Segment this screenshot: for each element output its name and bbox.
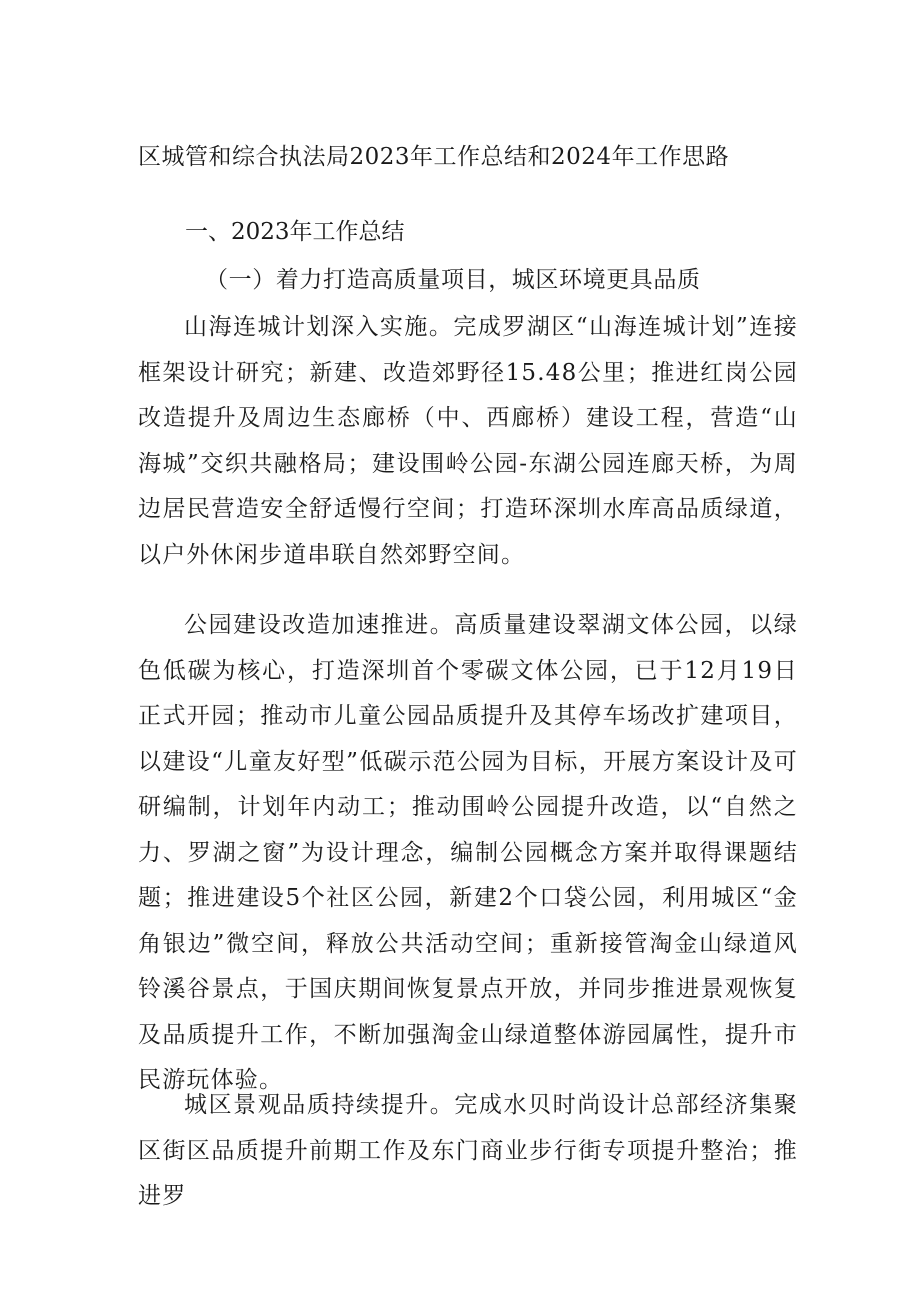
document-title: 区城管和综合执法局2023年工作总结和2024年工作思路 (138, 144, 730, 170)
paragraph-mountain-sea-plan: 山海连城计划深入实施。完成罗湖区“山海连城计划”连接框架设计研究；新建、改造郊野径15.48公里；推进红岗公园改造提升及周边生态廊桥（中、西廊桥）建设工程，营造“山海城”交织共融格局；建设围岭公园-东湖公园连廊天桥，为周边居民营造安全舒适慢行空间；打造环深圳水库高品质绿道，以户外休闲步道串联自然郊野空间。 (138, 314, 798, 568)
paragraph-park-construction: 公园建设改造加速推进。高质量建设翠湖文体公园，以绿色低碳为核心，打造深圳首个零碳文体公园，已于12月19日正式开园；推动市儿童公园品质提升及其停车场改扩建项目，以建设“儿童友好型”低碳示范公园为目标，开展方案设计及可研编制，计划年内动工；推动围岭公园提升改造，以“自然之力、罗湖之窗”为设计理念，编制公园概念方案并取得课题结题；推进建设5个社区公园，新建2个口袋公园，利用城区“金角银边”微空间，释放公共活动空间；重新接管淘金山绿道风铃溪谷景点，于国庆期间恢复景点开放，并同步推进景观恢复及品质提升工作，不断加强淘金山绿道整体游园属性，提升市民游玩体验。 (138, 612, 798, 1093)
sub-heading: （一）着力打造高质量项目，城区环境更具品质 (205, 267, 701, 293)
paragraph-urban-landscape: 城区景观品质持续提升。完成水贝时尚设计总部经济集聚区街区品质提升前期工作及东门商业步行街专项提升整治；推进罗 (138, 1092, 798, 1209)
section-heading: 一、2023年工作总结 (185, 219, 405, 245)
